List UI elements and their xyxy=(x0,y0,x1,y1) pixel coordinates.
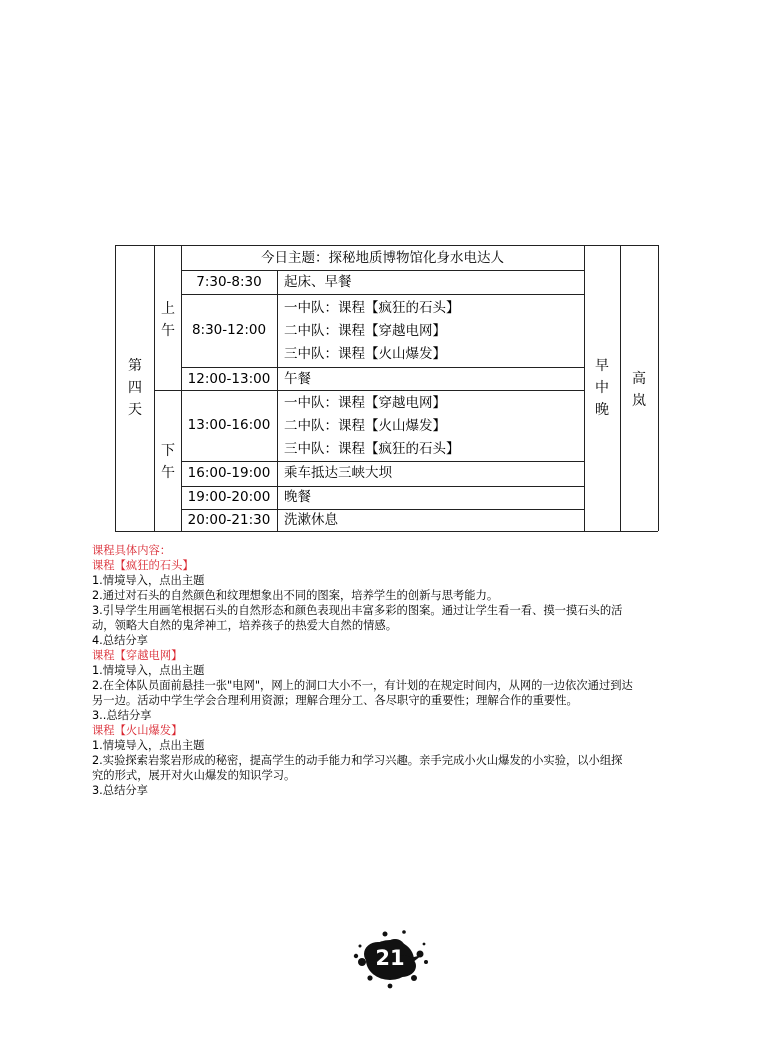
course-item: 究的形式，展开对火山爆发的知识学习。 xyxy=(92,769,296,782)
time-cell: 8:30-12:00 xyxy=(191,322,267,338)
activity-cell: 二中队：课程【穿越电网】 xyxy=(284,323,446,339)
time-cell: 13:00-16:00 xyxy=(187,417,271,433)
time-cell: 16:00-19:00 xyxy=(187,465,271,481)
course-item: 另一边。活动中学生学会合理利用资源；理解合理分工、各尽职守的重要性；理解合作的重要性。 xyxy=(92,694,578,707)
course-item: 1.情境导入，点出主题 xyxy=(92,664,205,677)
page-number-badge xyxy=(340,918,440,998)
time-cell: 7:30-8:30 xyxy=(196,274,262,290)
activity-cell: 洗漱休息 xyxy=(284,512,338,528)
activity-cell: 午餐 xyxy=(284,371,311,387)
time-cell: 19:00-20:00 xyxy=(187,489,271,505)
course-item: 2.在全体队员面前悬挂一张"电网"，网上的洞口大小不一，有计划的在规定时间内，从网的一边依次通过到达 xyxy=(92,679,633,692)
activity-cell: 三中队：课程【火山爆发】 xyxy=(284,346,446,362)
course-item: 2.实验探索岩浆岩形成的秘密，提高学生的动手能力和学习兴趣。亲手完成小火山爆发的小实验，以小组探 xyxy=(92,754,623,767)
staff-label: 高岚 xyxy=(632,371,646,409)
activity-cell: 三中队：课程【疯狂的石头】 xyxy=(284,441,460,457)
theme-title: 今日主题：探秘地质博物馆化身水电达人 xyxy=(261,250,504,266)
course-item: 4.总结分享 xyxy=(92,634,148,647)
activity-cell: 起床、早餐 xyxy=(284,274,352,290)
page-number: 21 xyxy=(375,946,405,970)
course-item: 动，领略大自然的鬼斧神工，培养孩子的热爱大自然的情感。 xyxy=(92,619,398,632)
activity-cell: 一中队：课程【疯狂的石头】 xyxy=(284,300,460,316)
meals-label: 早中晚 xyxy=(595,358,609,418)
course-item: 3..总结分享 xyxy=(92,709,152,722)
course-title: 课程【穿越电网】 xyxy=(92,649,183,662)
time-cell: 12:00-13:00 xyxy=(187,371,271,387)
morning-label: 上午 xyxy=(161,301,175,339)
afternoon-label: 下午 xyxy=(161,443,175,481)
activity-cell: 乘车抵达三峡大坝 xyxy=(284,465,392,481)
activity-cell: 晚餐 xyxy=(284,489,311,505)
activity-cell: 二中队：课程【火山爆发】 xyxy=(284,418,446,434)
course-item: 3.总结分享 xyxy=(92,784,148,797)
time-cell: 20:00-21:30 xyxy=(187,512,271,528)
course-item: 3.引导学生用画笔根据石头的自然形态和颜色表现出丰富多彩的图案。通过让学生看一看、摸一摸石头的活 xyxy=(92,604,623,617)
activity-cell: 一中队：课程【穿越电网】 xyxy=(284,395,446,411)
course-item: 1.情境导入，点出主题 xyxy=(92,574,205,587)
notes-heading: 课程具体内容： xyxy=(92,544,172,557)
course-title: 课程【火山爆发】 xyxy=(92,724,183,737)
day-label: 第四天 xyxy=(128,358,142,418)
course-item: 1.情境导入，点出主题 xyxy=(92,739,205,752)
course-item: 2.通过对石头的自然颜色和纹理想象出不同的图案，培养学生的创新与思考能力。 xyxy=(92,589,499,602)
course-title: 课程【疯狂的石头】 xyxy=(92,559,194,572)
course-notes xyxy=(92,543,692,798)
